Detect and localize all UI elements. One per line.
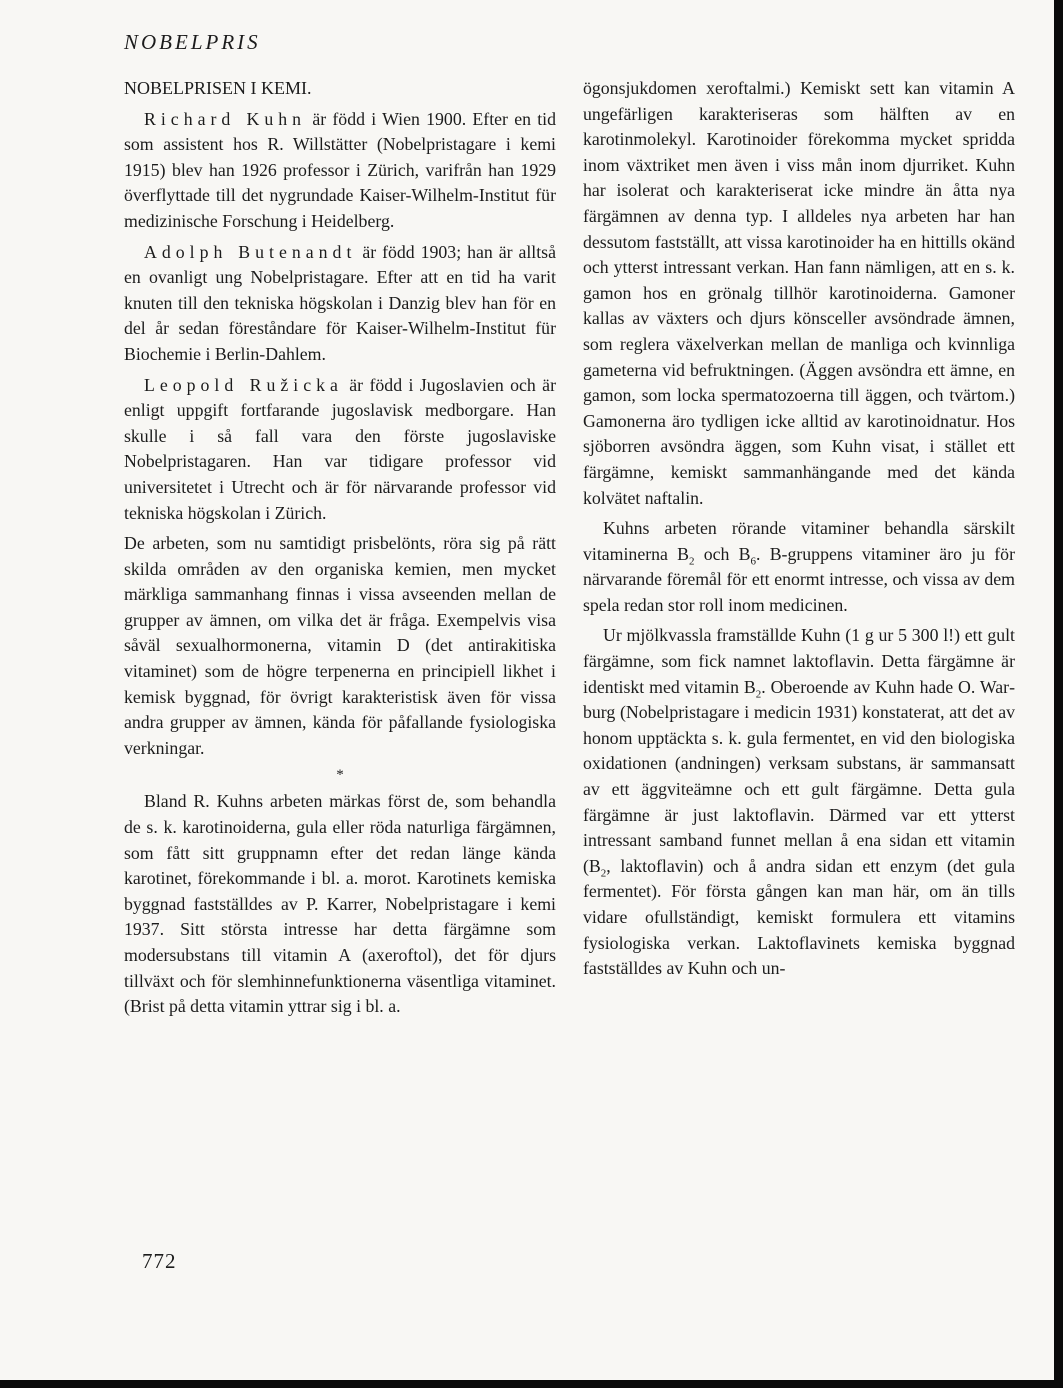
subscript-6: 6 <box>750 555 757 568</box>
subscript-2: 2 <box>689 555 695 568</box>
paragraph-arbeten: De arbeten, som nu samtidigt prisbelönts, röra sig på rätt skilda områden av den organiska kemien, men mycket märkliga sammanhang finnas i vissa avseenden mellan de grupper av ämnen, om vilka det är fråga. Exempelvis visa såväl sexualhormonerna, vitamin D (det antirakitiska vitaminet) som de högre terpenerna en principiell likhet i kemisk byggnad, för övrigt karakteristisk även för vissa andra grupper av ämnen, kända för påfallande fysiologiska verkningar. <box>124 533 556 758</box>
paragraph-laktoflavin <box>583 623 1015 981</box>
running-head: NOBELPRIS <box>124 30 261 54</box>
name-ruzicka: Leopold Ružicka <box>144 374 343 395</box>
paragraph-ruzicka <box>124 373 556 527</box>
section-separator: * <box>336 767 344 784</box>
right-column <box>583 76 1015 982</box>
name-kuhn: Richard Kuhn <box>144 108 307 129</box>
name-butenandt: Adolph Butenandt <box>144 241 357 262</box>
paragraph-karotinoider: Bland R. Kuhns arbeten märkas först de, som behandla de s. k. karotinoiderna, gula eller röda naturliga färgämnen, som fått sitt gruppnamn efter det redan länge kända karotinet, förekommande i bl. a. morot. Karotinets kemiska byggnad fastställdes av P. Karrer, Nobelpristagare i kemi 1937. Sitt största intresse har detta färgämne som modersubstans till vitamin A (axeroftol), det för djurs tillväxt och för slemhinnefunktionerna väsentliga vitaminet. (Brist på detta vitamin yttrar sig i bl. a. <box>124 791 556 1017</box>
laktoflavin-text-a: Ur mjölkvassla framställde Kuhn (1 g ur 5 300 l!) ett gult färgämne, som fick namnet laktoflavin. Detta färgämne är identiskt med vitamin B <box>583 625 1015 697</box>
laktoflavin-text-b: . Oberoende av Kuhn hade O. Warburg (Nobelpristagare i medicin 1931) konstaterat, att det av honom upptäckta s. k. gula fermentet, en vid den biologiska oxidationen (andningen) verksam substans, är sammansatt av ett äggviteämne och ett gult färgämne. Detta gula färgämne är just laktoflavin. Därmed var ett ytterst intressant samband funnet mellan å ena sidan ett vitamin (B <box>583 676 1015 876</box>
subscript-2: 2 <box>755 688 762 701</box>
paragraph-ruzicka-text: är född i Jugoslavien och är enligt uppgift fortfarande jugoslavisk medborgare. Han skulle i så fall vara den förste jugoslaviske Nobelpristagaren. Han var tidigare professor vid universitetet i Utrecht och är för närvarande professor vid tekniska högskolan i Zürich. <box>124 374 556 523</box>
paragraph-butenandt <box>124 240 556 368</box>
paragraph-xeroftalmi: ögonsjukdomen xeroftalmi.) Kemiskt sett kan vitamin A ungefärligen karakteriseras som hälften av en karotinmolekyl. Karotinoider förekomma mycket spridda inom växtriket men även i viss mån inom djurriket. Kuhn har isolerat och karakteriserat icke mindre än åtta nya färgämnen av denna typ. I alldeles nya arbeten har han dessutom fastställt, att vissa karotinoider ha en hittills okänd och ytterst intressant verkan. Han fann nämligen, att en s. k. gamon hos en grönalg tillhör karotinoiderna. Gamoner kallas av växters och djurs könsceller avsöndrade ämnen, som reglera växelverkan mellan de manliga och kvinnliga gameterna vid befruktningen. (Äggen avsöndra ett ämne, en gamon, som locka spermatozoerna till äggen, och tvärtom.) Gamonerna äro tydligen icke alltid av karotinoidnatur. Hos sjöborren avsöndra äggen, som Kuhn visat, i stället ett färgämne, kemiskt sammanhängande med det kända kolvätet naftalin. <box>583 78 1015 508</box>
scan-edge-right <box>1054 0 1063 1388</box>
paragraph-kuhn-text: är född i Wien 1900. Efter en tid som assistent hos R. Willstätter (Nobelpristagare i kemi 1915) blev han 1926 professor i Zürich, varifrån han 1929 överflyttade till det nygrundade Kaiser-Wilhelm-Institut für medizinische Forschung i Heidelberg. <box>124 108 557 231</box>
vitaminer-text-c: . B-gruppens vitaminer äro ju för närvarande föremål för ett enormt intresse, och vissa av dem spela redan stor roll inom medicinen. <box>583 543 1015 615</box>
paragraph-kuhn <box>124 107 556 235</box>
section-title: NOBELPRISEN I KEMI. <box>124 78 312 98</box>
paragraph-butenandt-text: är född 1903; han är alltså en ovanligt ung Nobelpristagare. Efter att en tid ha varit knuten till den tekniska högskolan i Danzig blev han för en del år sedan föreståndare för Kaiser-Wilhelm-Institut für Biochemie i Berlin-Dahlem. <box>124 241 556 364</box>
laktoflavin-text-c: , laktoflavin) och å andra sidan ett enzym (det gula fermentet). För första gången kan man här, om än tills vidare ofullständigt, kemiskt formulera ett vitamins fysiologiska verkan. Laktoflavinets kemiska byggnad fastställdes av Kuhn och un- <box>583 855 1015 979</box>
vitaminer-text-a: Kuhns arbeten rörande vitaminer behandla särskilt vitaminerna B <box>583 518 1015 564</box>
page-number: 772 <box>142 1249 177 1273</box>
left-column <box>124 76 556 1020</box>
scan-edge-bottom <box>0 1380 1063 1388</box>
subscript-2: 2 <box>600 867 607 880</box>
vitaminer-text-b: och B <box>694 543 751 564</box>
paragraph-vitaminer <box>583 516 1015 618</box>
